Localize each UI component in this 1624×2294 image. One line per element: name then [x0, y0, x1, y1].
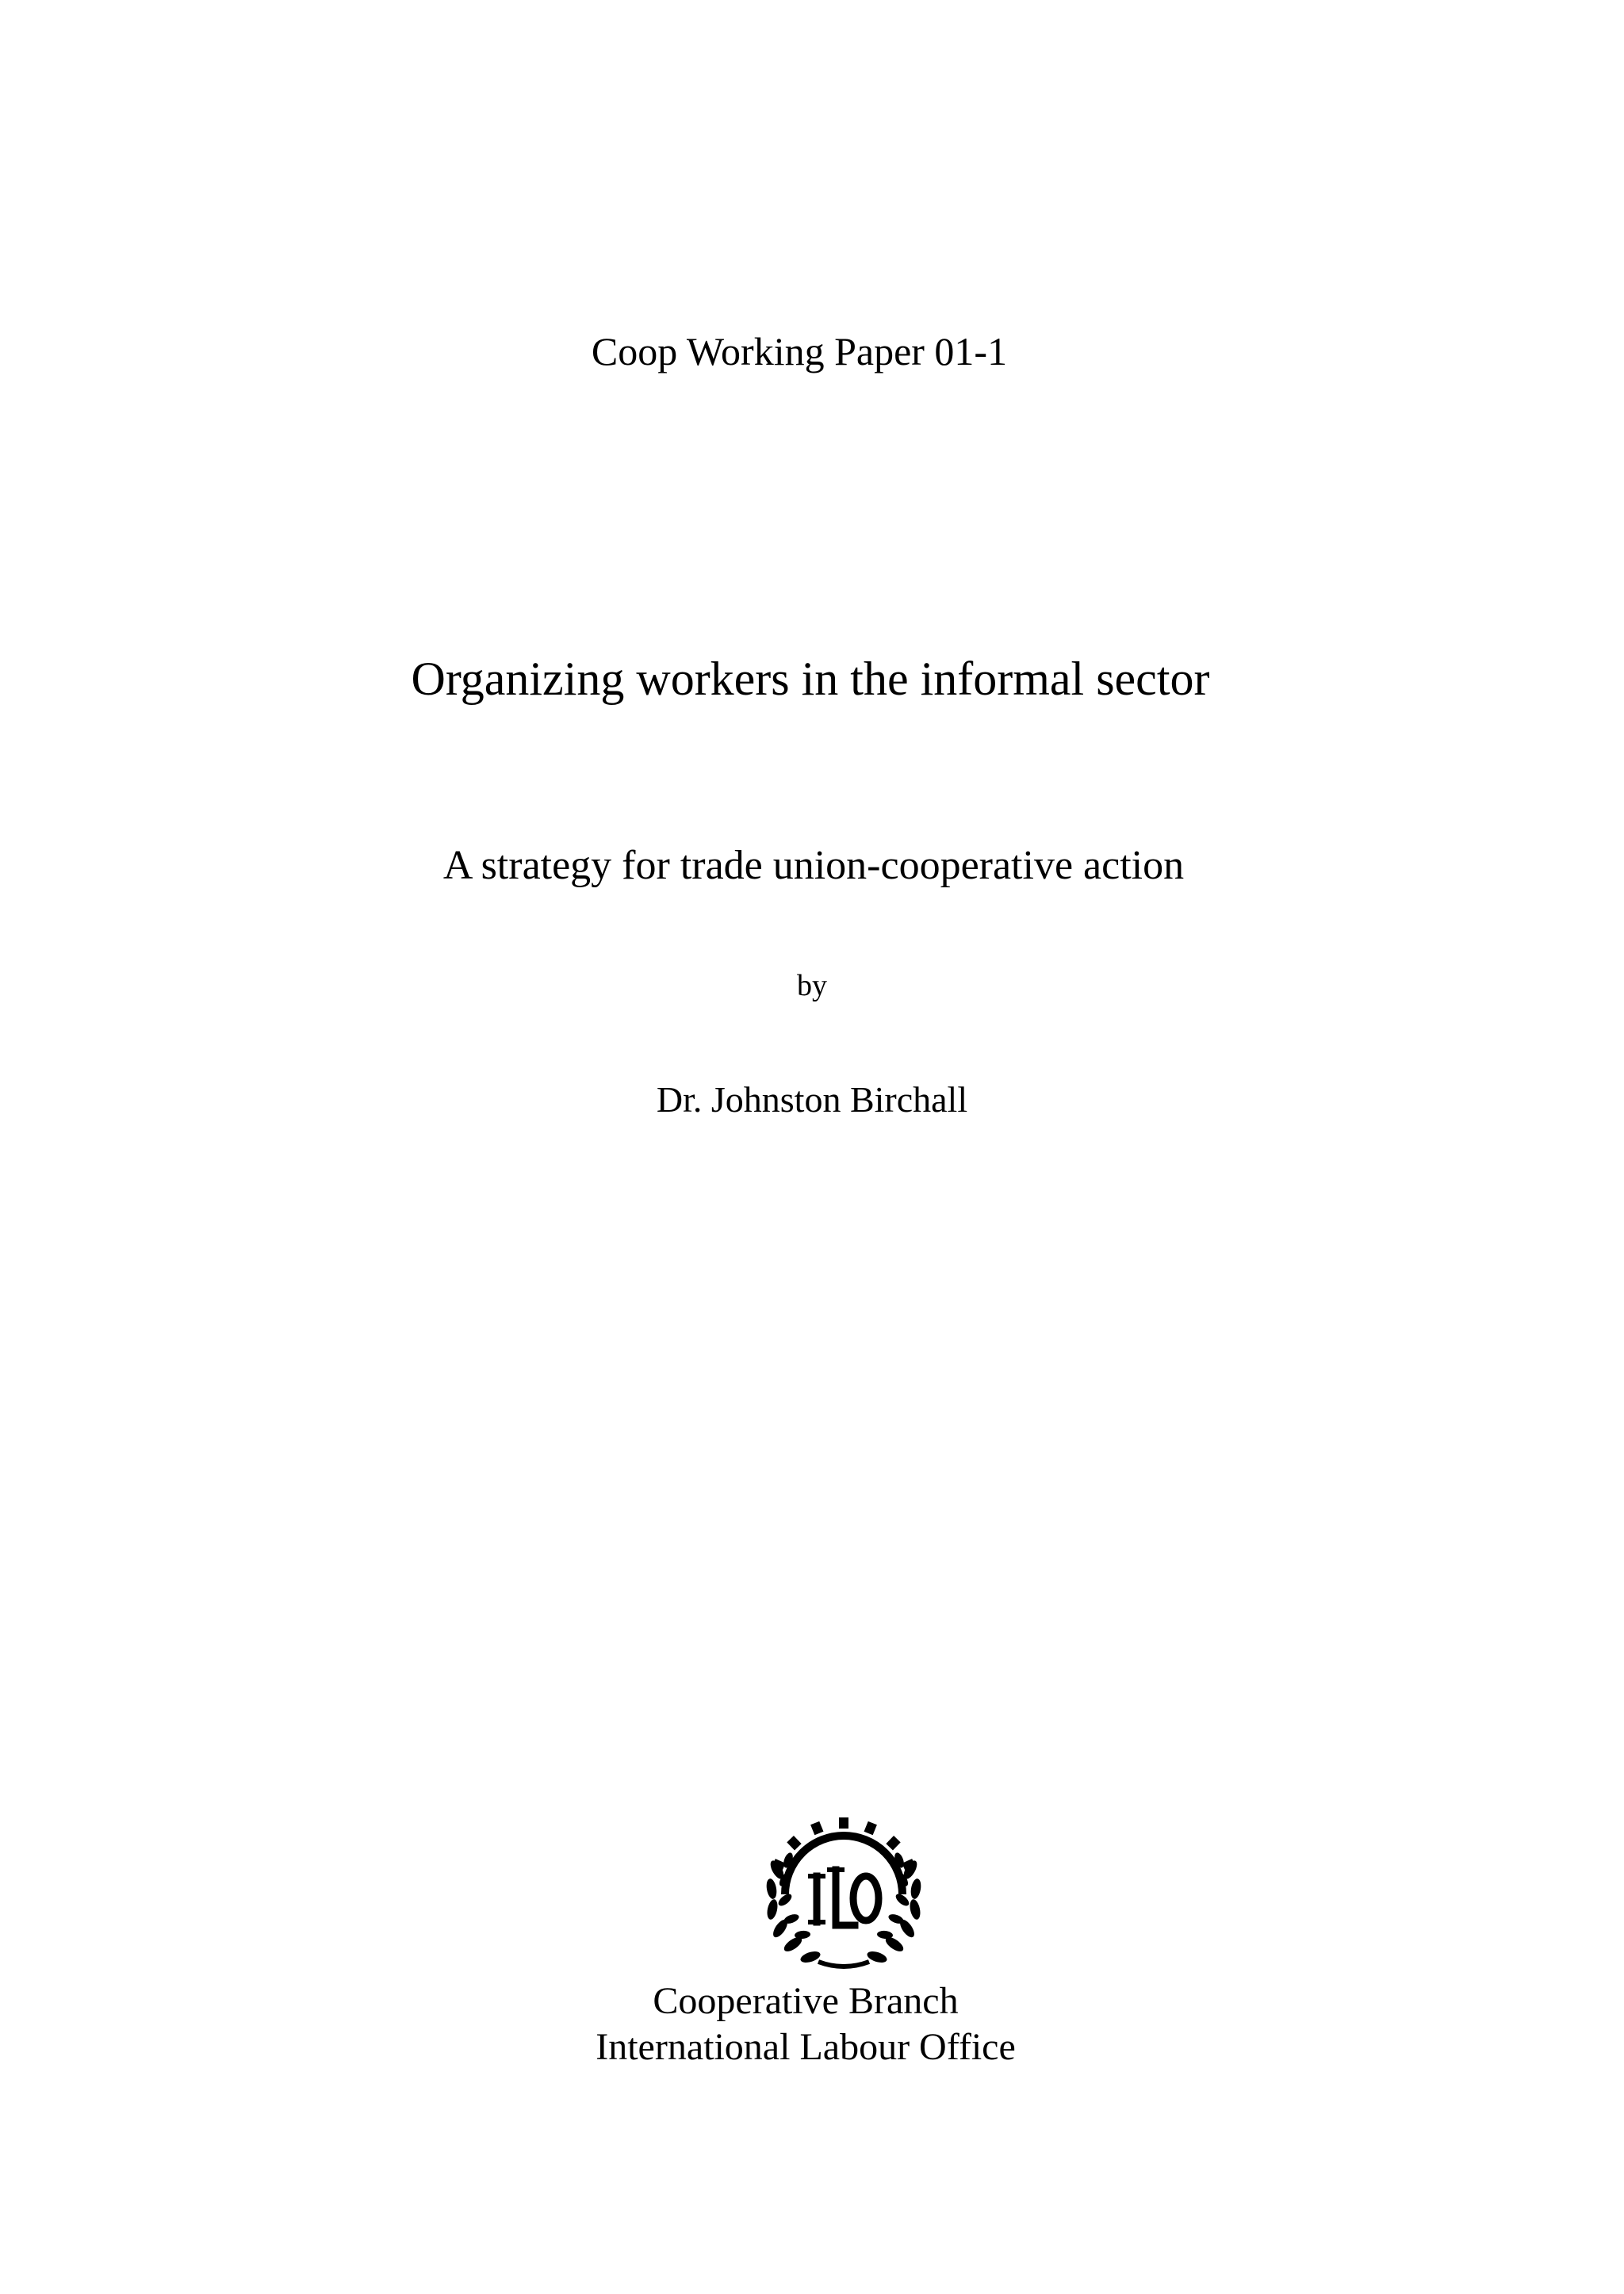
document-subtitle: A strategy for trade union-cooperative action: [442, 843, 1185, 888]
document-title: Organizing workers in the informal sector: [411, 653, 1210, 705]
by-label: by: [797, 969, 827, 1002]
ilo-emblem-icon: [761, 1814, 926, 1974]
series-label: Coop Working Paper 01-1: [591, 329, 1008, 373]
author-name: Dr. Johnston Birchall: [656, 1079, 968, 1120]
publisher-office: International Labour Office: [596, 2026, 1016, 2068]
publisher-branch: Cooperative Branch: [653, 1980, 959, 2022]
